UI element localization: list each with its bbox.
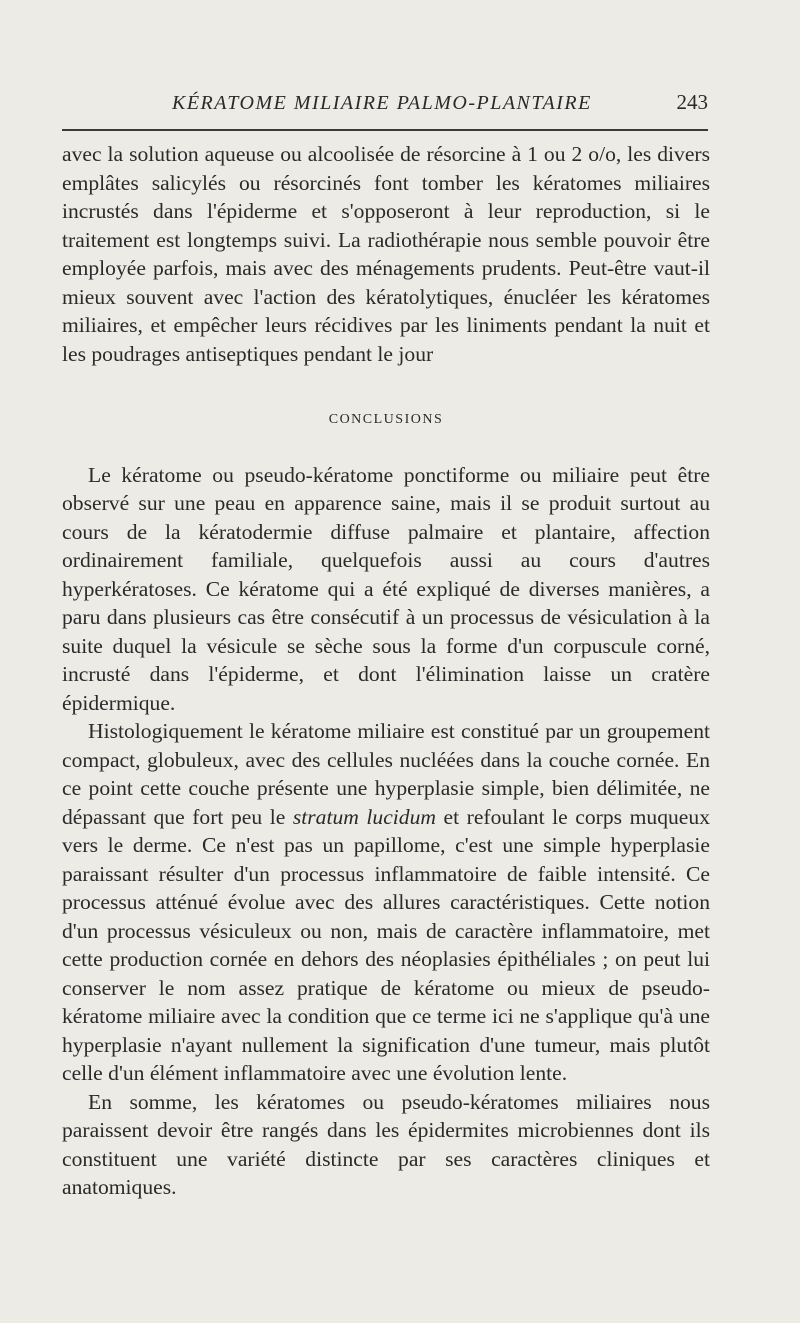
paragraph-text: Histologiquement le kératome miliaire est constitué par un groupement compact, globuleux, avec des cellules nucléées dans la couche cornée. En ce point cette couche présente une hyperplasie simple, bien délimitée, ne dépassant que fort peu le	[62, 719, 710, 829]
paragraph-text: et refoulant le corps muqueux vers le derme. Ce n'est pas un papillome, c'est une simple hyperplasie paraissant résulter d'un processus inflammatoire de faible intensité. Ce processus atténué évolue avec des allures caractéristiques. Cette notion d'un processus vésiculeux ou non, mais de caractère inflammatoire, met cette production cornée en dehors des néoplasies épithéliales ; on peut lui conserver le nom assez pratique de kératome ou mieux de pseudo-kératome miliaire avec la condition que ce terme ici ne s'applique qu'à une hyperplasie n'ayant nullement la signification d'une tumeur, mais plutôt celle d'un élément inflammatoire avec une évolution lente.	[62, 804, 710, 1085]
latin-term: stratum lucidum	[292, 804, 436, 829]
page-number: 243	[676, 90, 708, 114]
conclusion-paragraph-1: Le kératome ou pseudo-kératome ponctiforme ou miliaire peut être observé sur une peau en apparence saine, mais il se produit surtout au cours de la kératodermie diffuse palmaire et plantaire, affection ordinairement familiale, quelquefois aussi au cours d'autres hyperkératoses. Ce kératome qui a été expliqué de diverses manières, a paru dans plusieurs cas être consécutif à un processus de vésiculation à la suite duquel la vésicule se sèche sous la forme d'un corpuscule corné, incrusté dans l'épiderme, et dont l'élimination laisse un cratère épidermique.	[62, 462, 710, 715]
body-text	[62, 140, 710, 1202]
running-head	[62, 86, 708, 120]
conclusion-paragraph-3: En somme, les kératomes ou pseudo-kératomes miliaires nous paraissent devoir être rangés dans les épidermites microbiennes dont ils constituent une variété distincte par ses caractères cliniques et anatomiques.	[62, 1089, 710, 1199]
running-title: KÉRATOME MILIAIRE PALMO-PLANTAIRE	[172, 92, 592, 114]
intro-paragraph: avec la solution aqueuse ou alcoolisée de résorcine à 1 ou 2 o/o, les divers emplâtes salicylés ou résorcinés font tomber les kératomes miliaires incrustés dans l'épiderme et s'opposeront à leur reproduction, si le traitement est longtemps suivi. La radiothérapie nous semble pouvoir être employée parfois, mais avec des ménagements prudents. Peut-être vaut-il mieux souvent avec l'action des kératolytiques, énucléer les kératomes miliaires, et empêcher leurs récidives par les liniments pendant la nuit et les poudrages antiseptiques pendant le jour	[62, 142, 710, 366]
section-heading: CONCLUSIONS	[328, 412, 444, 427]
conclusion-paragraph-2	[62, 717, 710, 1088]
header-rule	[62, 129, 708, 131]
